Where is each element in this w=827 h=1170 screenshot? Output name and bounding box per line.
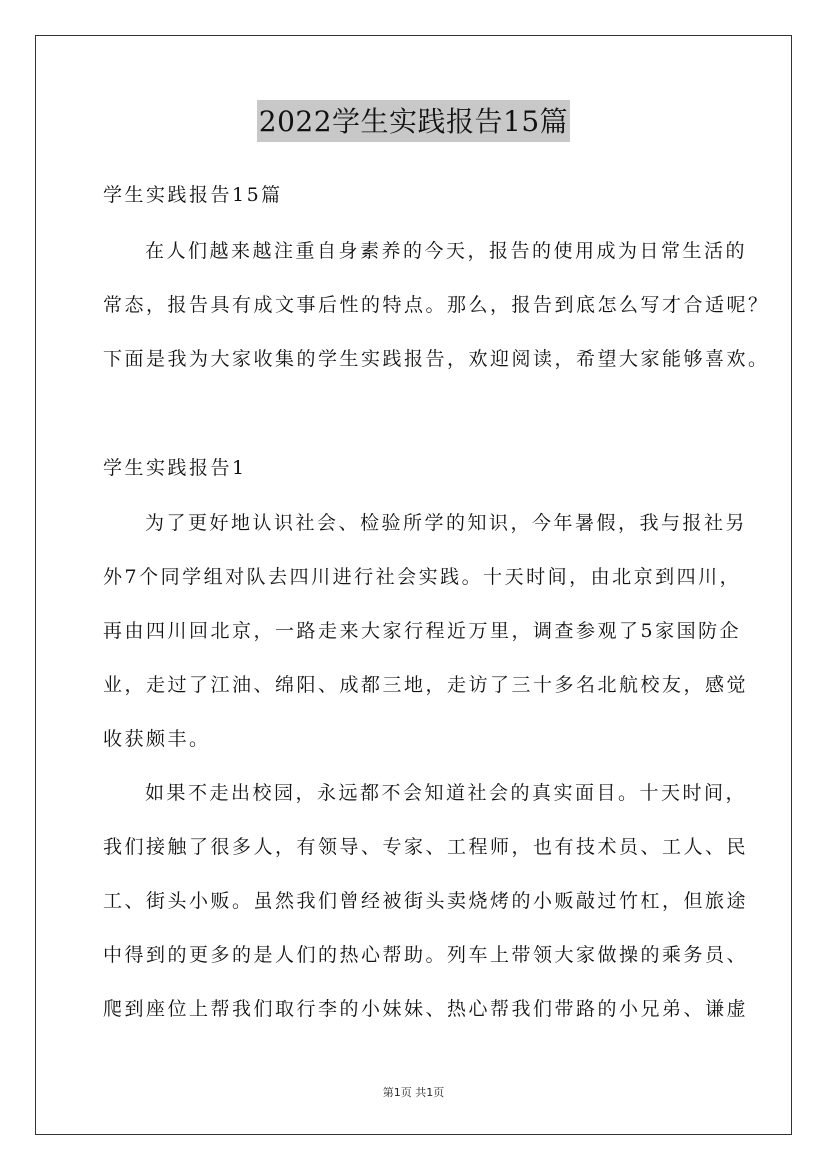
document-title: 2022学生实践报告15篇 bbox=[257, 100, 570, 142]
para2-line: 如果不走出校园，永远都不会知道社会的真实面目。十天时间， bbox=[145, 782, 748, 804]
para1-line: 外7个同学组对队去四川进行社会实践。十天时间，由北京到四川， bbox=[103, 566, 742, 588]
para2-line: 工、街头小贩。虽然我们曾经被街头卖烧烤的小贩敲过竹杠，但旅途 bbox=[103, 890, 749, 912]
intro-line: 下面是我为大家收集的学生实践报告，欢迎阅读，希望大家能够喜欢。 bbox=[103, 348, 770, 370]
para2-line: 我们接触了很多人，有领导、专家、工程师，也有技术员、工人、民 bbox=[103, 836, 749, 858]
para1-line: 为了更好地认识社会、检验所学的知识，今年暑假，我与报社另 bbox=[145, 512, 748, 534]
para1-line: 业，走过了江油、绵阳、成都三地，走访了三十多名北航校友，感觉 bbox=[103, 674, 749, 696]
para1-line: 再由四川回北京，一路走来大家行程近万里，调查参观了5家国防企 bbox=[103, 620, 742, 642]
para2-line: 爬到座位上帮我们取行李的小妹妹、热心帮我们带路的小兄弟、谦虚 bbox=[103, 998, 749, 1020]
intro-line: 在人们越来越注重自身素养的今天，报告的使用成为日常生活的 bbox=[145, 240, 748, 262]
para2-line: 中得到的更多的是人们的热心帮助。列车上带领大家做操的乘务员、 bbox=[103, 944, 749, 966]
title-container bbox=[0, 100, 827, 142]
heading-main: 学生实践报告15篇 bbox=[103, 184, 283, 206]
intro-line: 常态，报告具有成文事后性的特点。那么，报告到底怎么写才合适呢？ bbox=[103, 294, 770, 316]
section1-heading: 学生实践报告1 bbox=[103, 457, 247, 479]
page-number-footer: 第1页 共1页 bbox=[382, 1086, 445, 1099]
para1-line: 收获颇丰。 bbox=[103, 728, 211, 750]
